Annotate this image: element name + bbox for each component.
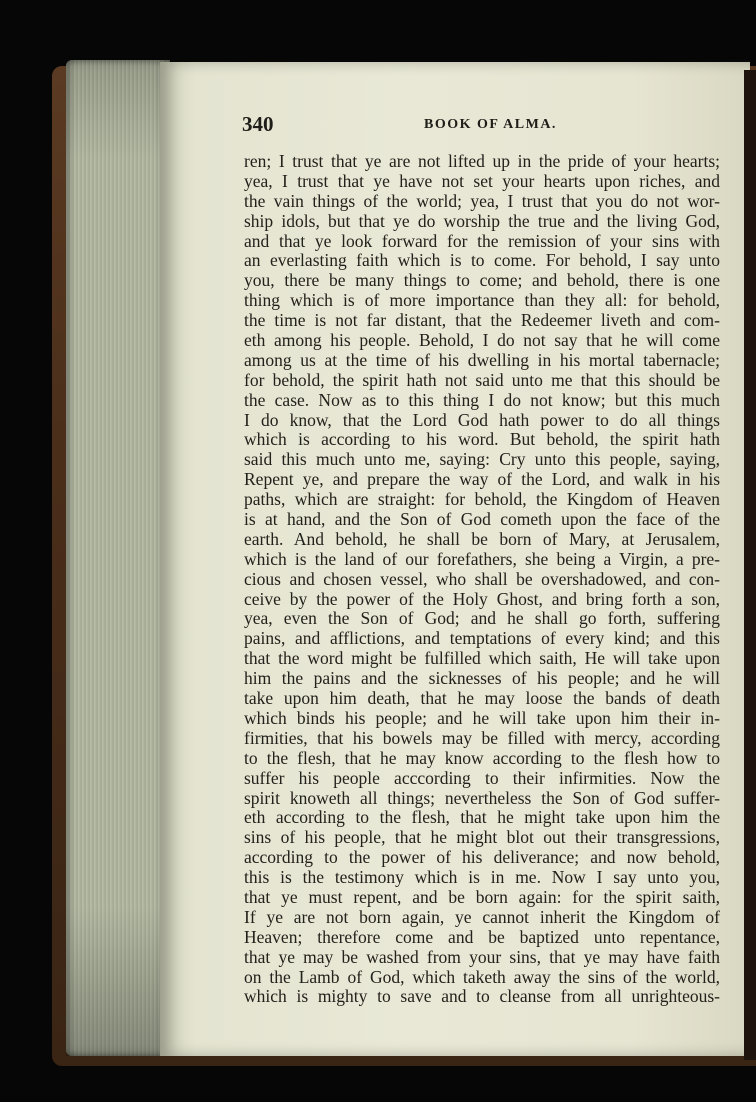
text-line: ren; I trust that ye are not lifted up in the pride of your hearts; <box>244 151 720 171</box>
text-line: the vain things of the world; yea, I trust that you do not wor- <box>244 190 720 211</box>
text-line: suffer his people acccording to their infirmities. Now the <box>244 767 720 788</box>
text-line: which is according to his word. But behold, the spirit hath <box>244 429 720 450</box>
page-header <box>238 112 738 142</box>
text-line: you, there be many things to come; and behold, there is one <box>244 270 720 291</box>
page-number: 340 <box>242 112 274 136</box>
page-edges <box>66 60 170 1056</box>
text-line: firmities, that his bowels may be filled with mercy, according <box>244 727 720 748</box>
text-line: on the Lamb of God, which taketh away the sins of the world, <box>244 966 720 987</box>
text-line: said this much unto me, saying: Cry unto this people, saying, <box>244 449 720 470</box>
text-line: is at hand, and the Son of God cometh upon the face of the <box>244 509 720 530</box>
text-line: which is mighty to save and to cleanse from all unrighteous- <box>244 986 720 1007</box>
text-line: spirit knoweth all things; nevertheless the Son of God suffer- <box>244 787 720 808</box>
text-line: that ye may be washed from your sins, that ye may have faith <box>244 946 720 967</box>
text-line: him the pains and the sicknesses of his people; and he will <box>244 668 720 689</box>
text-line: If ye are not born again, ye cannot inherit the Kingdom of <box>244 906 720 927</box>
text-line: paths, which are straight: for behold, the Kingdom of Heaven <box>244 489 720 510</box>
text-line: and that ye look forward for the remission of your sins with <box>244 230 720 251</box>
text-line: Heaven; therefore come and be baptized unto repentance, <box>244 926 720 947</box>
text-line: this is the testimony which is in me. Now I say unto you, <box>244 867 720 888</box>
text-line: which binds his people; and he will take upon him their in- <box>244 707 720 728</box>
text-line: among us at the time of his dwelling in his mortal tabernacle; <box>244 349 720 370</box>
text-line: take upon him death, that he may loose the bands of death <box>244 688 720 709</box>
text-line: eth among his people. Behold, I do not say that he will come <box>244 330 720 351</box>
text-line: I do know, that the Lord God hath power to do all things <box>244 409 720 430</box>
text-line: which is the land of our forefathers, she being a Virgin, a pre- <box>244 548 720 569</box>
text-line: eth according to the flesh, that he might take upon him the <box>244 807 720 828</box>
text-line: cious and chosen vessel, who shall be overshadowed, and con- <box>244 568 720 589</box>
text-line: pains, and afflictions, and temptations of every kind; and this <box>244 628 720 649</box>
body-text <box>244 152 720 1007</box>
text-line: that the word might be fulfilled which saith, He will take upon <box>244 648 720 669</box>
text-line: the time is not far distant, that the Redeemer liveth and com- <box>244 310 720 331</box>
text-line: ceive by the power of the Holy Ghost, and bring forth a son, <box>244 588 720 609</box>
text-line: an everlasting faith which is to come. For behold, I say unto <box>244 250 720 271</box>
text-line: yea, I trust that ye have not set your hearts upon riches, and <box>244 170 720 191</box>
text-line: ship idols, but that ye do worship the true and the living God, <box>244 210 720 231</box>
text-line: sins of his people, that he might blot out their transgressions, <box>244 827 720 848</box>
text-line: to the flesh, that he may know according to the flesh how to <box>244 747 720 768</box>
text-line: for behold, the spirit hath not said unto me that this should be <box>244 369 720 390</box>
running-title: BOOK OF ALMA. <box>424 117 557 132</box>
text-line: Repent ye, and prepare the way of the Lord, and walk in his <box>244 469 720 490</box>
text-line: the case. Now as to this thing I do not know; but this much <box>244 389 720 410</box>
text-line: earth. And behold, he shall be born of Mary, at Jerusalem, <box>244 528 720 549</box>
text-line: that ye must repent, and be born again: for the spirit saith, <box>244 886 720 907</box>
text-line: yea, even the Son of God; and he shall go forth, suffering <box>244 608 720 629</box>
right-shadow <box>744 70 756 1060</box>
text-line: thing which is of more importance than they all: for behold, <box>244 290 720 311</box>
text-line: according to the power of his deliverance; and now behold, <box>244 847 720 868</box>
